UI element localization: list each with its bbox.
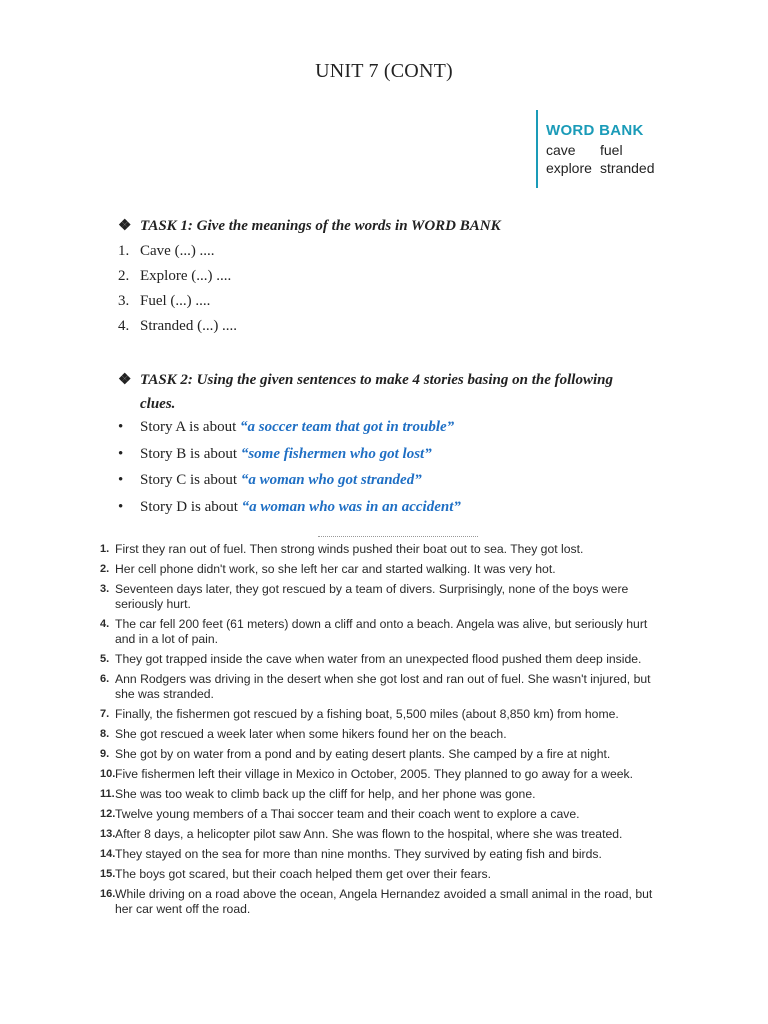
bullet-dot-icon: • <box>118 419 124 435</box>
sentence-item: 13. After 8 days, a helicopter pilot saw Ann. She was flown to the hospital, where she was treated. <box>100 827 623 841</box>
bullet-dot-icon: • <box>118 472 124 488</box>
sentence-item: 5. They got trapped inside the cave when water from an unexpected flood pushed them deep inside. <box>100 652 642 666</box>
sentence-item: 12. Twelve young members of a Thai soccer team and their coach went to explore a cave. <box>100 807 580 821</box>
word-bank-word: fuel <box>600 142 623 158</box>
word-bank-word: explore <box>546 160 592 176</box>
sentence-item: 10. Five fishermen left their village in Mexico in October, 2005. They planned to go away for a week. <box>100 767 634 781</box>
list-item: 1. Cave (...) .... <box>118 243 215 259</box>
task1-heading-text: TASK 1: Give the meanings of the words in WORD BANK <box>140 218 501 234</box>
word-bank-word: stranded <box>600 160 655 176</box>
word-bank-box <box>536 110 706 188</box>
sentence-item: 11. She was too weak to climb back up the cliff for help, and her phone was gone. <box>100 787 536 801</box>
bullet-dot-icon: • <box>118 498 124 515</box>
list-item: • Story B is about “some fishermen who got lost” <box>118 445 432 462</box>
word-bank-heading: WORD BANK <box>546 122 644 139</box>
sentence-item: 15. The boys got scared, but their coach helped them get over their fears. <box>100 867 491 881</box>
sentence-item: 9. She got by on water from a pond and by eating desert plants. She camped by a fire at night. <box>100 747 611 761</box>
cropped-edge-divider <box>318 536 478 540</box>
task2-heading <box>118 368 658 416</box>
story-quote: “a woman who was in an accident” <box>241 498 461 515</box>
page-title: UNIT 7 (CONT) <box>315 60 453 82</box>
list-item: 4. Stranded (...) .... <box>118 318 238 334</box>
diamond-bullet-icon: ❖ <box>118 372 132 388</box>
sentence-item: 8. She got rescued a week later when some hikers found her on the beach. <box>100 727 507 741</box>
list-item: 3. Fuel (...) .... <box>118 293 211 309</box>
story-quote: “some fishermen who got lost” <box>240 445 432 462</box>
list-item: • Story C is about “a woman who got stranded” <box>118 472 422 488</box>
bullet-dot-icon: • <box>118 445 124 462</box>
story-list <box>118 419 461 525</box>
list-item: • Story A is about “a soccer team that got in trouble” <box>118 419 455 435</box>
word-bank-words <box>546 141 706 177</box>
task1-list <box>118 243 237 343</box>
sentence-item: 4. The car fell 200 feet (61 meters) down a cliff and onto a beach. Angela was alive, but seriously hurt and in a lot of pain. <box>100 617 648 646</box>
list-item: • Story D is about “a woman who was in an accident” <box>118 498 461 515</box>
sentence-item: 6. Ann Rodgers was driving in the desert when she got lost and ran out of fuel. She wasn't injured, but she was stranded. <box>100 672 651 701</box>
story-quote: “a soccer team that got in trouble” <box>240 419 455 435</box>
task1-heading <box>118 216 501 235</box>
sentence-list <box>100 542 660 922</box>
sentence-item: 1. First they ran out of fuel. Then strong winds pushed their boat out to sea. They got lost. <box>100 542 584 556</box>
story-quote: “a woman who got stranded” <box>240 472 422 488</box>
word-bank-word: cave <box>546 142 576 158</box>
diamond-bullet-icon: ❖ <box>118 218 132 234</box>
sentence-item: 7. Finally, the fishermen got rescued by a fishing boat, 5,500 miles (about 8,850 km) from home. <box>100 707 619 721</box>
task2-heading-text-cont: clues. <box>140 396 176 412</box>
sentence-item: 16. While driving on a road above the ocean, Angela Hernandez avoided a small animal in the road, but her car went off the road. <box>100 887 653 916</box>
sentence-item: 14. They stayed on the sea for more than nine months. They survived by eating fish and birds. <box>100 847 602 861</box>
task2-heading-text: TASK 2: Using the given sentences to make 4 stories basing on the following <box>140 372 613 388</box>
sentence-item: 3. Seventeen days later, they got rescued by a team of divers. Surprisingly, none of the boys were seriously hurt. <box>100 582 629 611</box>
sentence-item: 2. Her cell phone didn't work, so she left her car and started walking. It was very hot. <box>100 562 556 576</box>
list-item: 2. Explore (...) .... <box>118 268 232 284</box>
